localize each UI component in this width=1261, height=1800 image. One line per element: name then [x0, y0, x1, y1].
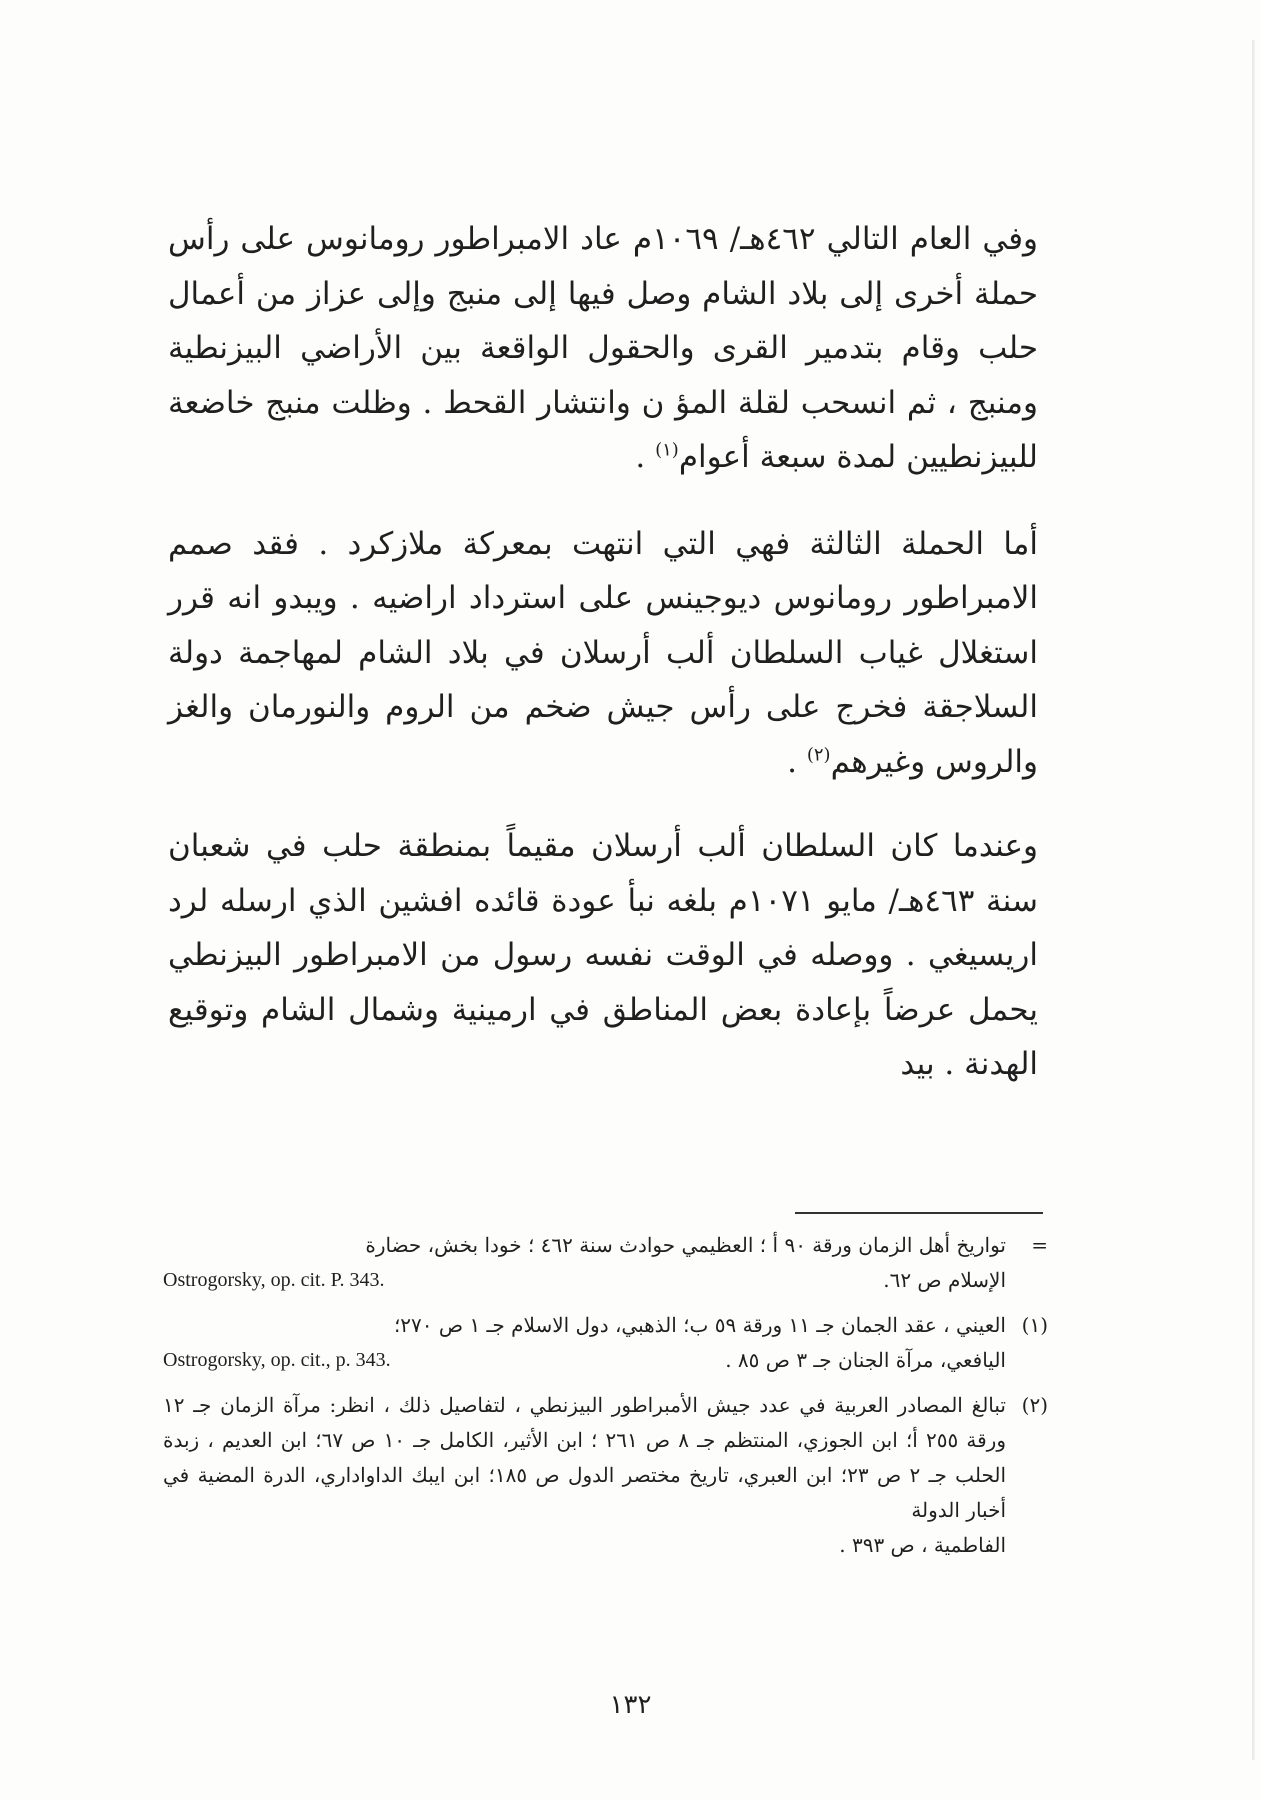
footnote-continued-marker: =	[1031, 1233, 1048, 1257]
footnote-1	[163, 1308, 1048, 1378]
paragraph-1	[168, 212, 1038, 485]
paragraph-2	[168, 517, 1038, 790]
paragraph-2-text: أما الحملة الثالثة فهي التي انتهت بمعركة ملازكرد . فقد صمم الامبراطور رومانوس ديوجينس على استرداد اراضيه . ويبدو انه قرر استغلال غياب السلطان ألب أرسلان في بلاد الشام لمهاجمة دولة السلاجقة فخرج على رأس جيش ضخم من الروم والنورمان والغز والروس وغيرهم	[168, 525, 1038, 780]
main-text	[168, 212, 1038, 1092]
footnote-2-marker: (٢)	[1021, 1393, 1048, 1417]
footnote-continued	[163, 1228, 1048, 1298]
footnote-2	[163, 1388, 1048, 1563]
page-edge-shadow	[1252, 40, 1255, 1760]
footnote-separator	[795, 1212, 1043, 1214]
paragraph-1-end: .	[635, 439, 656, 475]
footnote-1-latin: Ostrogorsky, op. cit., p. 343.	[163, 1349, 391, 1371]
footnote-continued-last: الإسلام ص ٦٢.	[883, 1268, 1006, 1292]
footnote-1-last: اليافعي، مرآة الجنان جـ ٣ ص ٨٥ .	[725, 1348, 1006, 1372]
footnote-1-text: العيني ، عقد الجمان جـ ١١ ورقة ٥٩ ب؛ الذهبي، دول الاسلام جـ ١ ص ٢٧٠؛	[393, 1313, 1006, 1337]
footnotes	[163, 1228, 1048, 1573]
footnote-1-marker: (١)	[1021, 1313, 1048, 1337]
paragraph-3-text: وعندما كان السلطان ألب أرسلان مقيماً بمنطقة حلب في شعبان سنة ٤٦٣هـ/ مايو ١٠٧١م بلغه نبأ عودة قائده افشين الذي ارسله لرد اريسيغي . ووصله في الوقت نفسه رسول من الامبراطور البيزنطي يحمل عرضاً بإعادة بعض المناطق في ارمينية وشمال الشام وتوقيع الهدنة . بيد	[168, 828, 1038, 1082]
paragraph-2-end: .	[787, 743, 807, 780]
footnote-continued-latin: Ostrogorsky, op. cit. P. 343.	[163, 1269, 385, 1291]
footnote-ref-2[interactable]: (٢)	[806, 744, 831, 766]
footnote-2-text: تبالغ المصادر العربية في عدد جيش الأمبراطور البيزنطي ، لتفاصيل ذلك ، انظر: مرآة الزمان جـ ١٢ ورقة ٢٥٥ أ؛ ابن الجوزي، المنتظم جـ ٨ ص ٢٦١ ؛ ابن الأثير، الكامل جـ ١٠ ص ٦٧؛ ابن العديم ، زبدة الحلب جـ ٢ ص ٢٣؛ ابن العبري، تاريخ مختصر الدول ص ١٨٥؛ ابن ايبك الداواداري، الدرة المضية في أخبار الدولة	[163, 1393, 1007, 1522]
footnote-ref-1[interactable]: (١)	[655, 439, 679, 461]
footnote-2-last: الفاطمية ، ص ٣٩٣ .	[839, 1533, 1006, 1557]
paragraph-1-text: وفي العام التالي ٤٦٢هـ/ ١٠٦٩م عاد الامبراطور رومانوس على رأس حملة أخرى إلى بلاد الشام وصل فيها إلى منبج وإلى عزاز من أعمال حلب وقام بتدمير القرى والحقول الواقعة بين الأراضي البيزنطية ومنبج ، ثم انسحب لقلة المؤ ن وانتشار القحط . وظلت منبج خاضعة للبيزنطيين لمدة سبعة أعوام	[168, 221, 1039, 475]
page-number: ١٣٢	[609, 1690, 652, 1720]
footnote-continued-text: تواريخ أهل الزمان ورقة ٩٠ أ ؛ العظيمي حوادث سنة ٤٦٢ ؛ خودا بخش، حضارة	[365, 1233, 1006, 1257]
paragraph-3	[168, 819, 1038, 1092]
